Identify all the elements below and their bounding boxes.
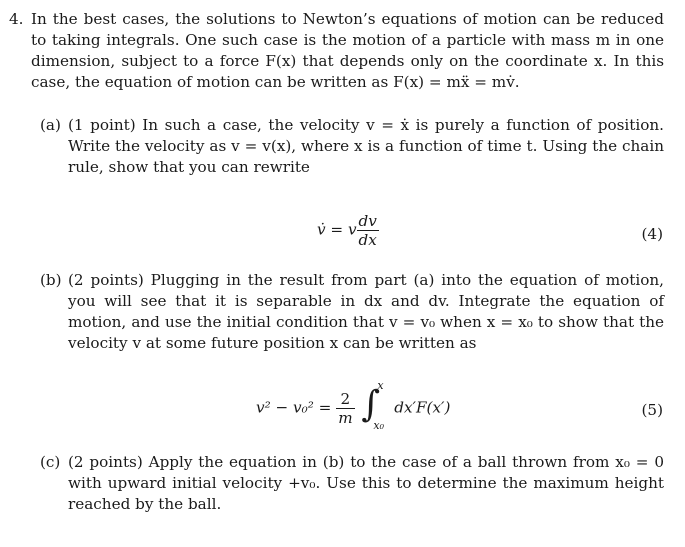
- part-c-text: (2 points) Apply the equation in (b) to the case of a ball thrown from x₀ = 0 with upward initial velocity +v₀. Use this to determine the maximum height reached by the ball.: [68, 453, 664, 513]
- equation-4: [0, 212, 685, 256]
- equation-5-lhs: v² − v₀² =: [256, 398, 332, 417]
- equation-5-number: (5): [641, 401, 663, 419]
- integral-sign: ∫ x x₀: [361, 379, 385, 432]
- equation-4-math: [317, 212, 379, 249]
- integral-upper-limit: x: [377, 379, 384, 392]
- problem-4: [9, 9, 664, 93]
- equation-4-denominator: dx: [358, 231, 377, 249]
- part-b-text: (2 points) Plugging in the result from part (a) into the equation of motion, you will see that it is separable in dx and dv. Integrate the equation of motion, and use the initial condition that v = v₀ when x = x₀ to show that the velocity v at some future position x can be written as: [68, 271, 664, 352]
- part-a-text: (1 point) In such a case, the velocity v = ẋ is purely a function of position. Write the velocity as v = v(x), where x is a function of time t. Using the chain rule, show that you can rewrite: [68, 116, 664, 176]
- equation-4-lhs: v̇ = v: [317, 220, 357, 239]
- part-c-label: (c): [40, 453, 61, 471]
- equation-5-fraction: [336, 390, 354, 427]
- equation-4-fraction: [357, 212, 379, 249]
- part-c: [40, 452, 664, 515]
- problem-number: 4.: [9, 10, 24, 28]
- integral-lower-limit: x₀: [373, 419, 385, 432]
- equation-5-denominator: m: [338, 408, 353, 427]
- part-b-label: (b): [40, 271, 62, 289]
- equation-5: [0, 379, 685, 436]
- part-a-label: (a): [40, 116, 61, 134]
- equation-5-math: [256, 379, 451, 432]
- problem-intro: In the best cases, the solutions to Newton’s equations of motion can be reduced to taking integrals. One such case is the motion of a particle with mass m in one dimension, subject to a force F(x) that depends only on the coordinate x. In this case, the equation of motion can be written as F(x) = mẍ = mv̇.: [31, 10, 664, 91]
- part-b: [40, 270, 664, 354]
- part-a: [40, 115, 664, 178]
- equation-5-numerator: 2: [336, 390, 354, 409]
- equation-5-integrand: dx′F(x′): [394, 398, 451, 417]
- equation-4-numerator: dv: [358, 212, 377, 230]
- equation-4-number: (4): [641, 225, 663, 243]
